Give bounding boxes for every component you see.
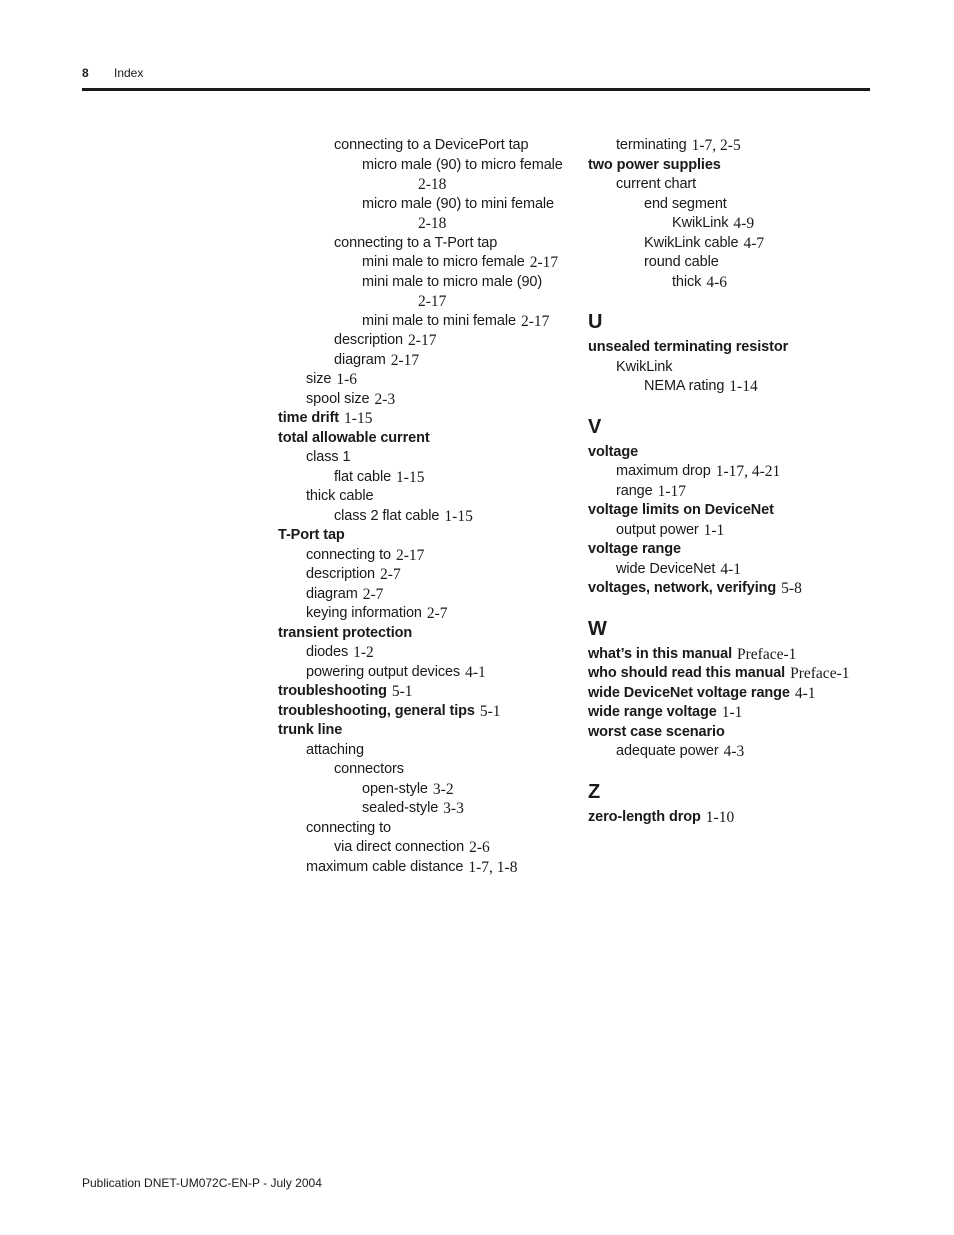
index-term: voltage limits on DeviceNet xyxy=(588,502,774,518)
index-entry xyxy=(278,819,564,839)
publication-footer: Publication DNET-UM072C-EN-P - July 2004 xyxy=(82,1176,322,1190)
index-term: mini male to mini female xyxy=(362,312,516,329)
index-page-ref: 1-15 xyxy=(344,410,373,427)
index-entry xyxy=(278,292,564,312)
index-page-ref: 1-14 xyxy=(729,378,758,395)
index-entry xyxy=(588,377,878,397)
index-page-ref: 5-1 xyxy=(391,683,413,700)
index-term: end segment xyxy=(644,195,727,212)
index-entry xyxy=(278,487,564,507)
index-entry xyxy=(588,338,878,358)
index-page-ref: 4-9 xyxy=(733,215,755,232)
index-entry xyxy=(588,253,878,273)
index-entry xyxy=(278,663,564,683)
index-term: open-style xyxy=(362,780,428,797)
index-page-ref: 4-1 xyxy=(720,560,742,578)
index-entry xyxy=(588,703,878,723)
index-term: connecting to a T-Port tap xyxy=(334,234,498,251)
index-term: unsealed terminating resistor xyxy=(588,339,789,355)
index-page-ref: 2-3 xyxy=(374,390,396,408)
index-page-ref: 1-6 xyxy=(336,371,358,388)
index-column-right xyxy=(588,136,878,827)
index-term: output power xyxy=(616,521,699,538)
index-term: KwikLink cable xyxy=(644,234,739,251)
index-term: maximum drop xyxy=(616,463,711,479)
index-page-ref: 1-7, 2-5 xyxy=(691,137,741,154)
index-term: diagram xyxy=(334,351,386,368)
index-entry xyxy=(278,721,564,741)
index-term: class 2 flat cable xyxy=(334,507,440,524)
index-entry xyxy=(278,312,564,332)
index-term: adequate power xyxy=(616,743,719,759)
index-term: transient protection xyxy=(278,624,413,641)
index-term: T-Port tap xyxy=(278,527,345,543)
index-page-ref: 5-8 xyxy=(781,580,802,597)
index-page-ref: 4-1 xyxy=(465,663,486,681)
index-page-ref: 2-18 xyxy=(418,176,447,193)
index-page-ref: Preface-1 xyxy=(737,645,797,663)
index-page-ref: 1-15 xyxy=(396,468,425,486)
index-term: class 1 xyxy=(306,449,351,465)
index-term: trunk line xyxy=(278,722,343,738)
index-letter-heading: W xyxy=(588,617,607,640)
index-entry xyxy=(588,808,878,828)
index-entry xyxy=(588,684,878,704)
index-entry xyxy=(278,331,564,351)
index-page-ref: 5-1 xyxy=(479,702,501,720)
index-entry xyxy=(588,560,878,580)
index-term: micro male (90) to mini female xyxy=(362,195,554,212)
index-entry xyxy=(278,624,564,644)
index-term: zero-length drop xyxy=(588,808,701,825)
index-term: worst case scenario xyxy=(588,723,725,740)
index-entry xyxy=(278,604,564,624)
index-page-ref: 2-17 xyxy=(529,254,559,271)
index-term: voltage xyxy=(588,443,639,460)
index-term: size xyxy=(306,371,332,387)
index-page-ref: 2-7 xyxy=(362,585,384,603)
index-entry xyxy=(588,579,878,599)
index-entry xyxy=(588,234,878,254)
index-page-ref: 1-1 xyxy=(721,704,743,721)
index-entry xyxy=(278,351,564,371)
index-term: connecting to xyxy=(306,819,391,836)
index-term: connecting to xyxy=(306,546,391,563)
index-entry xyxy=(278,468,564,488)
index-page-ref: 2-6 xyxy=(469,839,490,856)
index-page-ref: 2-18 xyxy=(418,215,447,232)
index-entry xyxy=(278,507,564,527)
index-page-ref: 2-17 xyxy=(390,351,420,369)
index-term: wide DeviceNet xyxy=(616,560,716,577)
index-page-ref: 1-7, 1-8 xyxy=(468,858,518,876)
index-entry xyxy=(278,195,564,215)
index-entry xyxy=(278,799,564,819)
index-entry xyxy=(588,175,878,195)
index-entry xyxy=(588,664,878,684)
index-entry xyxy=(588,136,878,156)
index-entry xyxy=(278,370,564,390)
index-entry xyxy=(278,780,564,800)
index-entry xyxy=(278,214,564,234)
index-entry xyxy=(588,156,878,176)
index-term: connectors xyxy=(334,761,404,777)
index-entry xyxy=(588,723,878,743)
index-term: current chart xyxy=(616,176,697,192)
index-term: KwikLink xyxy=(672,215,729,231)
index-entry xyxy=(278,702,564,722)
index-letter-heading: V xyxy=(588,415,602,438)
index-term: total allowable current xyxy=(278,429,430,446)
index-term: troubleshooting, general tips xyxy=(278,702,475,719)
index-term: troubleshooting xyxy=(278,683,387,699)
index-page-ref: 1-2 xyxy=(353,644,374,661)
index-page-ref: 1-17, 4-21 xyxy=(715,463,781,480)
index-entry xyxy=(278,409,564,429)
index-letter-heading: Z xyxy=(588,780,601,803)
index-entry xyxy=(278,273,564,293)
index-page-ref: 1-15 xyxy=(444,507,473,525)
index-term: diodes xyxy=(306,644,349,660)
index-term: round cable xyxy=(644,254,719,270)
index-entry xyxy=(278,643,564,663)
index-page-ref: 3-2 xyxy=(432,780,454,798)
index-entry xyxy=(588,443,878,463)
index-term: keying information xyxy=(306,605,422,621)
index-term: KwikLink xyxy=(616,358,673,375)
index-page-ref: Preface-1 xyxy=(790,665,850,682)
index-entry xyxy=(278,858,564,878)
index-term: via direct connection xyxy=(334,839,465,855)
index-term: spool size xyxy=(306,390,370,407)
index-term: voltage range xyxy=(588,541,681,557)
index-letter-heading: U xyxy=(588,311,603,333)
index-entry xyxy=(278,156,564,176)
index-entry xyxy=(588,462,878,482)
index-entry xyxy=(278,175,564,195)
index-entry xyxy=(588,482,878,502)
page-number: 8 xyxy=(82,66,89,80)
index-term: mini male to micro male (90) xyxy=(362,273,543,290)
index-term: description xyxy=(306,566,376,582)
index-entry xyxy=(278,448,564,468)
index-term: attaching xyxy=(306,741,364,758)
index-term: NEMA rating xyxy=(644,378,725,394)
section-title: Index xyxy=(114,66,144,80)
index-term: wide range voltage xyxy=(588,704,717,720)
index-page-ref: 2-17 xyxy=(418,293,447,310)
index-term: mini male to micro female xyxy=(362,254,525,270)
header-rule xyxy=(82,88,870,91)
index-term: terminating xyxy=(616,137,687,153)
index-page-ref: 2-17 xyxy=(520,312,550,330)
index-entry xyxy=(278,234,564,254)
index-entry xyxy=(588,195,878,215)
index-entry xyxy=(278,760,564,780)
index-term: micro male (90) to micro female xyxy=(362,156,563,173)
index-page-ref: 2-7 xyxy=(380,566,401,583)
index-term: thick xyxy=(672,273,702,290)
index-entry xyxy=(588,742,878,762)
index-page-ref: 3-3 xyxy=(443,800,464,817)
index-entry xyxy=(278,429,564,449)
index-term: flat cable xyxy=(334,468,392,485)
index-entry xyxy=(588,540,878,560)
index-page-ref: 4-3 xyxy=(723,743,745,760)
index-entry xyxy=(278,526,564,546)
index-term: description xyxy=(334,332,404,348)
index-term: connecting to a DevicePort tap xyxy=(334,137,529,153)
index-term: maximum cable distance xyxy=(306,858,464,875)
index-page-ref: 4-6 xyxy=(706,273,727,291)
index-term: two power supplies xyxy=(588,156,721,173)
index-page-ref: 1-1 xyxy=(703,521,725,539)
index-entry xyxy=(588,521,878,541)
index-entry xyxy=(278,253,564,273)
index-entry xyxy=(588,501,878,521)
index-term: what’s in this manual xyxy=(588,645,732,662)
index-term: diagram xyxy=(306,585,358,602)
index-page-ref: 2-7 xyxy=(426,605,448,622)
index-term: time drift xyxy=(278,410,340,426)
index-page-ref: 2-17 xyxy=(408,332,437,349)
index-entry xyxy=(278,390,564,410)
index-entry xyxy=(588,214,878,234)
index-page-ref: 1-10 xyxy=(705,808,735,826)
index-term: powering output devices xyxy=(306,663,461,680)
index-entry xyxy=(278,585,564,605)
index-term: sealed-style xyxy=(362,800,439,816)
index-term: who should read this manual xyxy=(588,665,786,681)
index-entry xyxy=(278,741,564,761)
index-term: range xyxy=(616,482,653,499)
index-page-ref: 4-7 xyxy=(743,234,765,252)
index-term: wide DeviceNet voltage range xyxy=(588,684,790,701)
index-term: thick cable xyxy=(306,488,374,504)
index-entry xyxy=(278,546,564,566)
index-term: voltages, network, verifying xyxy=(588,580,777,596)
index-entry xyxy=(278,136,564,156)
index-entry xyxy=(588,358,878,378)
index-column-left xyxy=(278,136,564,877)
index-page-ref: 2-17 xyxy=(395,546,425,564)
index-entry xyxy=(278,838,564,858)
index-page-ref: 4-1 xyxy=(794,684,816,702)
index-entry xyxy=(588,273,878,293)
index-entry xyxy=(278,682,564,702)
index-page-ref: 1-17 xyxy=(657,482,687,500)
index-entry xyxy=(588,645,878,665)
index-entry xyxy=(278,565,564,585)
